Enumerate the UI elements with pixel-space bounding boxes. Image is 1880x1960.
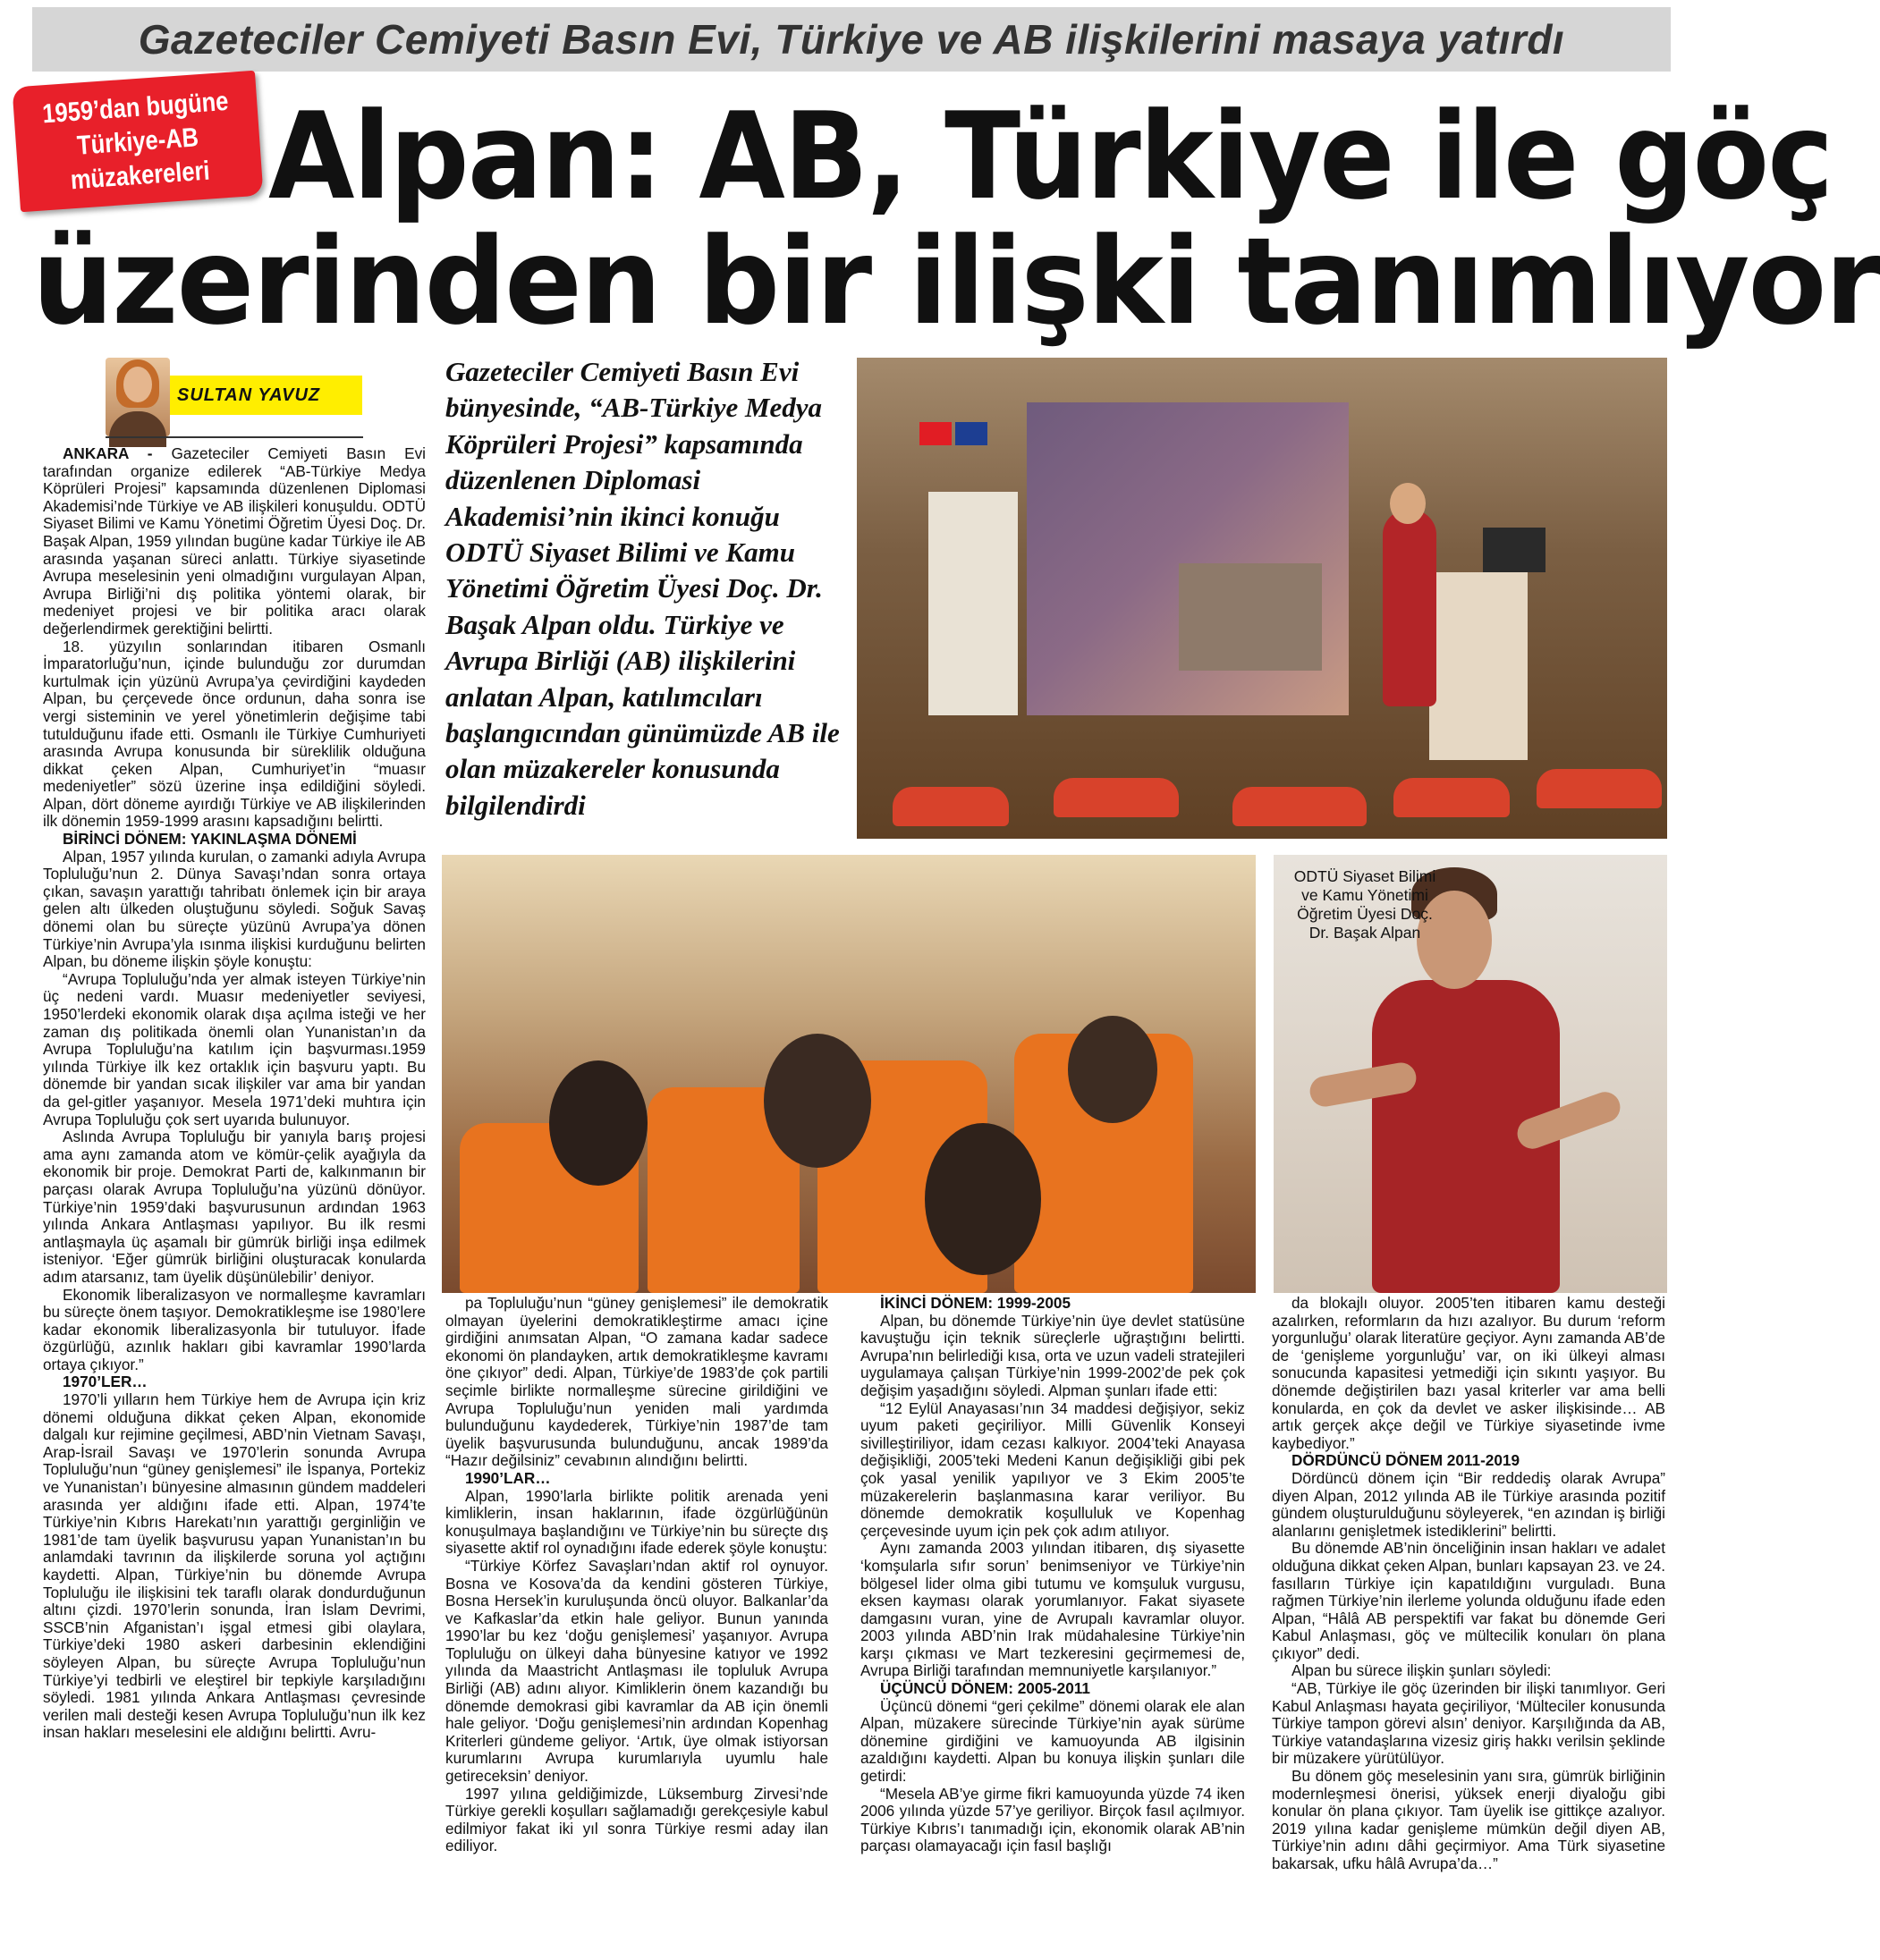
article-deck: Gazeteciler Cemiyeti Basın Evi bünyesinde, “AB-Türkiye Medya Köprüleri Projesi” kapsamında düzenlenen Diplomasi Akademisi’nin ikinci konuğu ODTÜ Siyaset Bilimi ve Kamu Yönetimi Öğretim Üyesi Doç. Dr. Başak Alpan oldu. Türkiye ve Avrupa Birliği (AB) ilişkilerini anlatan Alpan, katılımcıları başlangıcından günümüzde AB ile olan müzakereler konusunda bilgilendirdi [445,356,840,821]
eu-flag-icon [955,422,987,445]
badge-line-2: Türkiye-AB [76,122,200,161]
body-paragraph: Üçüncü dönemi “geri çekilme” dönemi olarak ele alan Alpan, müzakere sürecinde Türkiye’nin ayak sürüme dönemine girdiğini ve kamuoyunda AB ilgisinin azaldığını kaydetti. Alpan bu konuya ilişkin şunları dile getirdi: [860,1696,1245,1786]
author-avatar [106,358,170,436]
speaker-head [1390,483,1426,524]
audience-seat [1232,787,1367,826]
body-paragraph: Dördüncü dönem için “Bir reddediş olarak Avrupa” diyen Alpan, 2012 yılında AB ile Türkiye arasında pozitif gündem oluşturulduğunu söyleyerek, “en azından iş birliği alanlarını genişletmek istediklerini” belirtti. [1272,1468,1665,1540]
turkey-flag-icon [919,422,952,445]
audience-seat [1393,778,1510,817]
podium [1429,572,1528,760]
attendee [1068,1016,1157,1123]
body-paragraph: “AB, Türkiye ile göç üzerinden bir ilişki tanımlıyor. Geri Kabul Anlaşması hayata geçiriliyor, ‘Mülteciler konusunda Türkiye tampon görevi alsın’ deniyor. Karşılığında da AB, Türkiye vatandaşlarına vizesiz giriş hakkı verilsin şeklinde bir müzakere yürütülüyor. [1272,1679,1665,1768]
body-paragraph: 18. yüzyılın sonlarından itibaren Osmanlı İmparatorluğu’nun, içinde bulunduğu zor durumdan kurtulmak için yüzünü Avrupa’ya çevirdiğini kaydeden Alpan, bu çerçevede önce ordunun, daha sonra ise vergi sisteminin ve yerel yönetimlerin değişime tabi tutulduğunu ifade etti. Osmanlı ile Türkiye Cumhuriyeti arasında Avrupa konusunda bir süreklilik olduğuna dikkat çeken Alpan, Cumhuriyet’in “muasır medeniyetler” sözü üzerine inşa edildiğini söyledi. Alpan, dört döneme ayırdığı Türkiye ve AB ilişkilerinden ilk dönemin 1959-1999 arasını kapsadığını belirtti. [43,637,426,831]
audience-seat [893,787,1009,826]
author-name: SULTAN YAVUZ [177,385,321,405]
author-byline [170,376,362,415]
lecture-photo [857,358,1667,839]
audience-seat [1054,778,1179,817]
event-banner [928,492,1018,715]
body-paragraph: Alpan, bu dönemde Türkiye’nin üye devlet statüsüne kavuştuğu için teknik süreçlerle uğraştığını belirtti. Avrupa’nın belirlediği kısa, orta ve uzun vadeli stratejileri uygulamaya çalışan Türkiye’nin 1999-2002’de pek çok değişim yaşadığını söyledi. Alpman şunları ifade etti: [860,1311,1245,1399]
caption-line-3: Öğretim Üyesi Doç. [1297,905,1433,923]
laptop-icon [1483,528,1545,572]
body-paragraph: 1970’li yılların hem Türkiye hem de Avrupa için kriz dönemi olduğuna dikkat çeken Alpan, ekonomide dalgalı kur rejimine geçilmesi, ABD’nin Vietnam Savaşı, Arap-İsrail Savaşı ve 1970’lerin sonunda Avrupa Topluluğu’nun “güney genişlemesi” ile İspanya, Portekiz ve Yunanistan’ı bünyesine almasının gündem maddeleri arasında yer aldığını ifade etti. Alpan, 1974’te Türkiye’nin Kıbrıs Harekatı’nın yarattığı gerginliğin ve 1981’de tam üyelik başvurusu yapan Yunanistan’ın bu anlamdaki tavrının da ilişkilerde soruna yol açtığını kaydetti. Alpan, Türkiye’nin bu dönemde Avrupa Topluluğu ile ilişkisini tek taraflı olarak dondurduğunun altını çizdi. 1970’lerin sonunda, İran İslam Devrimi, SSCB’nin Afganistan’ı işgal etmesi gibi olaylara, Türkiye’deki 1980 askeri darbesinin eklendiğini söyleyen Alpan, bu süreçte Avrupa Topluluğu’nun Türkiye’yi tedbirli ve eleştirel bir tepkiyle karşıladığını söyledi. 1981 yılında Ankara Antlaşması çevresinde verilen mali desteği kesen Avrupa Topluluğu’nun ilk kez insan hakları meselesini ele aldığını belirtti. Avru- [43,1390,426,1742]
body-paragraph: Alpan, 1990’larla birlikte politik arenada yeni kimliklerin, insan haklarının, ifade özgürlüğünün konuşulmaya başlandığını ve Türkiye’nin bu süreçte dış siyasette aktif rol oynadığını ifade ederek şöyle konuştu: [445,1486,828,1558]
body-paragraph: Alpan, 1957 yılında kurulan, o zamanki adıyla Avrupa Topluluğu’nun 2. Dünya Savaşı’ndan sonra ortaya çıkan, savaşın yarattığı tahribatı önlemek için bir araya gelen altı ülkeden oluştuğunu söyledi. Soğuk Savaş dönemi olan bu süreçte yüzünü Avrupa’ya dönen Türkiye’nin Avrupa’yla ısınma ilişkisi kurduğunu belirten Alpan, bu döneme ilişkin şöyle konuştu: [43,847,426,971]
kicker-text: Gazeteciler Cemiyeti Basın Evi, Türkiye ve AB ilişkilerini masaya yatırdı [138,16,1565,63]
caption-line-1: ODTÜ Siyaset Bilimi [1293,867,1436,885]
body-paragraph: da blokajlı oluyor. 2005’ten itibaren kamu desteği azalırken, reformların da hızı azalıyor. Bu durum ‘reform yorgunluğu’ olarak literatüre geçiyor. Aynı zamanda AB’de de ‘genişleme yorgunluğu’ var, on iki ülkeyi alması sonucunda kapasitesi yetmediği için sıkıntı yaşıyor. Bu dönemde değiştirilen bazı yasal kriterler var ama belli konularda, en çok da devlet ve asker ilişkisinde… AB artık gerçek akçe değil ve Türkiye siyasetinde ivme kaybediyor.” [1272,1294,1665,1452]
body-column-4 [1272,1295,1665,1873]
body-column-1 [43,445,426,1742]
body-paragraph: Aynı zamanda 2003 yılından itibaren, dış siyasette ‘komşularla sıfır sorun’ benimseniyor ve Türkiye’nin bölgesel lider olma gibi tutumu ve komşuluk vurgusu, eksen kayması olarak yorumlanıyor. Fakat siyasete damgasını vuran, yine de Avrupalı kavramlar oluyor. 2003 yılında ABD’nin Irak müdahalesine Türkiye’nin karşı çıkması ve Mart tezkeresini geçirmemesi de, Avrupa Birliği tarafından memnuniyetle karşılanıyor.” [860,1539,1245,1680]
badge-line-3: müzakereleri [69,156,211,196]
headline-line-2: üzerinden bir ilişki tanımlıyor [32,212,1880,351]
body-paragraph: Alpan bu sürece ilişkin şunları söyledi: [1291,1661,1552,1680]
section-subheading: BİRİNCİ DÖNEM: YAKINLAŞMA DÖNEMİ [63,830,357,849]
audience-seat [1537,769,1662,808]
attendee [549,1060,648,1186]
body-paragraph: 1997 yılına geldiğimizde, Lüksemburg Zirvesi’nde Türkiye gerekli koşulları sağlamadığı gerekçesiyle kabul edilmiyor fakat iki yıl sonra Türkiye resmi aday ilan ediliyor. [445,1784,828,1855]
byline-divider [106,436,363,438]
body-paragraph: “12 Eylül Anayasası’nın 34 maddesi değişiyor, sekiz uyum paketi geçiriliyor. Milli Güvenlik Konseyi sivilleştiriliyor, idam cezası kalkıyor. 2004’teki Anayasa değişikliği, 2005’teki Medeni Kanun değişikliği gibi pek çok yasal yenilik yapılıyor ve 3 Ekim 2005’te müzakerelerin başlanmasına karar veriliyor. Bu dönemde demokratik koşulluluk ve Kopenhag çerçevesinde uyum için pek çok adım atılıyor. [860,1398,1245,1540]
headline-line-1: Alpan: AB, Türkiye ile göç [268,87,1833,226]
topic-badge [12,71,263,213]
body-paragraph: ANKARA - Gazeteciler Cemiyeti Basın Evi tarafından organize edilerek “AB-Türkiye Medya Köprüleri Projesi” kapsamında düzenlenen Diplomasi Akademisi’nde Türkiye ve AB ilişkileri konuşuldu. ODTÜ Siyaset Bilimi ve Kamu Yönetimi Öğretim Üyesi Doç. Dr. Başak Alpan, 1959 yılından bugüne kadar Türkiye ile AB arasında yaşanan süreci anlattı. Türkiye siyasetinde Avrupa meselesinin yeni olmadığını vurgulayan Alpan, Avrupa Birliği’ni dış politika yöntemi olarak, bir medeniyet projesi ve bir politika aracı olarak değerlendirmek gerektiğini belirtti. [43,444,426,638]
speaker-figure [1383,510,1436,706]
attendee [764,1034,871,1168]
section-subheading: ÜÇÜNCÜ DÖNEM: 2005-2011 [880,1679,1090,1698]
body-paragraph: Ekonomik liberalizasyon ve normalleşme kavramları bu süreçte önem taşıyor. Demokratikleşme ise 1980’lere kadar ekonomik liberalizasyonla bir tutuluyor. İfade özgürlüğü, azınlık hakları gibi kavramlar 1990’larda ortaya çıkıyor.” [43,1285,426,1373]
photo-caption [1284,867,1445,942]
section-subheading: İKİNCİ DÖNEM: 1999-2005 [880,1294,1071,1312]
attendee [925,1123,1041,1275]
caption-line-4: Dr. Başak Alpan [1308,924,1421,942]
projection-photo [1179,563,1322,671]
kicker-bar [32,7,1671,72]
dateline: ANKARA - [63,444,153,462]
badge-line-1: 1959’dan bugüne [41,86,230,130]
body-paragraph: pa Topluluğu’nun “güney genişlemesi” ile demokratik olmayan üyelerini demokratikleştirme amacı içine girdiğini anımsatan Alpan, “O zamana kadar sadece ekonomi ön plandayken, artık demokratikleşme kavramı öne çıkıyor” dedi. Alpan, Türkiye’de 1983’de çok partili seçimle birlikte normalleşme sürecine girildiğini ve Avrupa Topluluğu’nun yeniden mali yardımda bulunduğunu kaydederek, Türkiye’nin 1987’de tam üyelik başvurusunda bulunduğunu, ancak 1989’da “Hazır değilsiniz” cevabının alındığını belirtti. [445,1294,828,1470]
body-paragraph: Aslında Avrupa Topluluğu bir yanıyla barış projesi ama aynı zamanda atom ve kömür-çelik ayağıyla da ekonomik bir proje. Demokrat Parti de, kalkınmanın bir parçası olarak Avrupa Topluluğu’na yüzünü dönüyor. Türkiye’nin 1959’daki başvurusunun ardından 1963 yılında Ankara Antlaşması yapılıyor. Bu ilk resmi antlaşmayla üç aşamalı bir gümrük birliği inşa edilmek isteniyor. ‘Eğer gümrük birliğini oluşturacak konularda adım atarsanız, tam üyelik düşünülebilir’ deniyor. [43,1128,426,1286]
audience-photo [442,855,1256,1293]
body-paragraph: Bu dönem göç meselesinin yanı sıra, gümrük birliğinin modernleşmesi önerisi, yüksek enerji diyaloğu gibi konular ön plana çıkıyor. Tam üyelik ise gittikçe azalıyor. 2019 yılına kadar genişleme mümkün değil diyen AB, Türkiye’nin adını dâhi geçirmiyor. Ama Türk siyasetine bakarsak, ufku hâlâ Avrupa’da…” [1272,1767,1665,1872]
body-column-2 [445,1295,828,1855]
section-subheading: 1970’LER… [63,1373,148,1391]
body-column-3 [860,1295,1245,1855]
section-subheading: 1990’LAR… [465,1468,551,1487]
caption-line-2: ve Kamu Yönetimi [1301,886,1428,904]
section-subheading: DÖRDÜNCÜ DÖNEM 2011-2019 [1291,1451,1520,1470]
body-paragraph: Bu dönemde AB’nin önceliğinin insan hakları ve adalet olduğuna dikkat çeken Alpan, bunları kapsayan 23. ve 24. fasılların Türkiye için kapatıldığını vurguladı. Buna rağmen Türkiye’nin ilerleme yolunda olduğunu ifade eden Alpan, “Hâlâ AB perspektifi var fakat bu dönemde Geri Kabul Anlaşması, göç ve mültecilik konuları ön plana çıkıyor” dedi. [1272,1539,1665,1662]
body-paragraph: “Avrupa Topluluğu’nda yer almak isteyen Türkiye’nin üç nedeni vardı. Muasır medeniyetler seviyesi, 1950’lerdeki ekonomik olarak dışa açılma isteği ve her zaman dış politikada önemli olan Yunanistan’ın da Avrupa Topluluğu’na katılım için başvurması.1959 yılında Türkiye ilk kez ortaklık için başvuru yaptı. Bu dönemde bir yandan sıcak ilişkiler var ama bir yandan da gel-gitler yaşanıyor. Mesela 1971’deki muhtıra için Avrupa Topluluğu çok sert uyarıda bulunuyor. [43,969,426,1128]
body-paragraph: “Türkiye Körfez Savaşları’ndan aktif rol oynuyor. Bosna ve Kosova’da da kendini gösteren Türkiye, Bosna Hersek’in kuruluşunda öncü oluyor. Balkanlar’da ve Kafkaslar’da etkin hale geliyor. Bunun yanında 1990’lar bu kez ‘doğu genişlemesi’ yaşanıyor. Avrupa Topluluğu on ülkeyi daha bünyesine katıyor ve 1992 yılında da Maastricht Antlaşması ile topluluk Avrupa Birliği (AB) adını alıyor. Kimliklerin önem kazandığı bu dönemde demokrasi gibi kavramlar da AB için önemli hale geliyor. ‘Doğu genişlemesi’nin ardından Kopenhag Kriterleri gündeme geliyor. ‘Artık, üye olmak istiyorsan kurumlarını Avrupa kurumlarıyla uyumlu hale getireceksin’ deniyor. [445,1556,828,1786]
body-paragraph: “Mesela AB’ye girme fikri kamuoyunda yüzde 74 iken 2006 yılında yüzde 57’ye geriliyor. Birçok fasıl açılmıyor. Türkiye Kıbrıs’ı tanımadığı için, ekonomik olarak AB’nin parçası olamayacağı için fasıl başlığı [860,1784,1245,1855]
